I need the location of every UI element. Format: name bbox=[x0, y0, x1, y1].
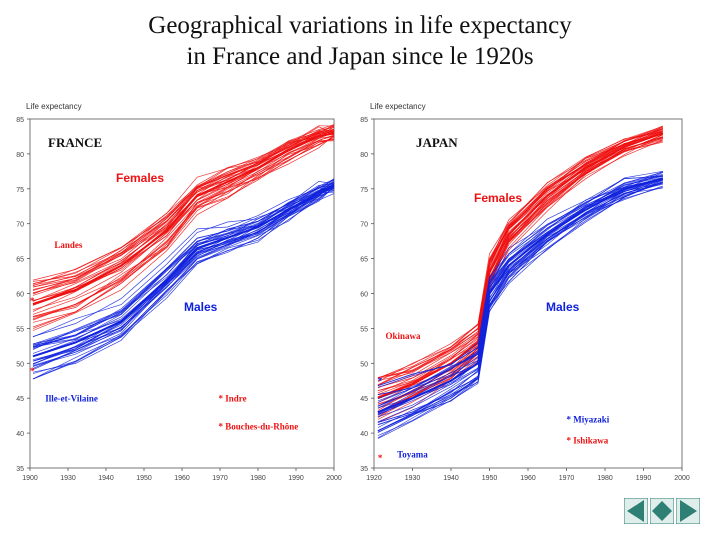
y-tick-label: 45 bbox=[16, 396, 24, 404]
regional-line bbox=[378, 139, 663, 417]
next-slide-button[interactable] bbox=[676, 498, 700, 524]
regional-line bbox=[378, 131, 663, 379]
japan-chart-panel bbox=[356, 92, 690, 490]
previous-slide-button[interactable] bbox=[624, 498, 648, 524]
x-tick-label: 1980 bbox=[597, 475, 613, 482]
annotation-label: * bbox=[30, 365, 35, 376]
x-tick-label: 1920 bbox=[366, 475, 382, 482]
series-label-males: Males bbox=[184, 300, 218, 314]
y-tick-label: 50 bbox=[360, 361, 368, 369]
y-tick-label: 55 bbox=[16, 326, 24, 334]
x-tick-label: 1950 bbox=[481, 475, 498, 482]
x-tick-label: 1900 bbox=[22, 475, 38, 482]
regional-line bbox=[33, 135, 334, 302]
regional-line bbox=[378, 187, 663, 435]
x-tick-label: 1970 bbox=[558, 475, 575, 482]
regional-line bbox=[378, 173, 663, 406]
regional-line bbox=[378, 182, 663, 438]
y-tick-label: 80 bbox=[360, 151, 368, 159]
regional-line bbox=[378, 137, 663, 413]
y-tick-label: 85 bbox=[360, 117, 368, 124]
x-tick-label: 1970 bbox=[212, 475, 228, 482]
x-tick-label: 1940 bbox=[443, 475, 459, 482]
series-label-females: Females bbox=[116, 171, 165, 185]
annotation-label: * bbox=[30, 295, 35, 306]
regional-line bbox=[378, 176, 663, 388]
annotation-label: Landes bbox=[54, 240, 83, 251]
regional-line bbox=[378, 137, 663, 410]
y-tick-label: 40 bbox=[16, 431, 24, 439]
x-tick-label: 1940 bbox=[98, 475, 114, 482]
regional-line bbox=[378, 132, 663, 377]
y-tick-label: 35 bbox=[360, 466, 368, 473]
y-tick-label: 70 bbox=[360, 221, 368, 229]
regional-line bbox=[378, 129, 663, 388]
home-slide-button[interactable] bbox=[650, 498, 674, 524]
x-tick-label: 1980 bbox=[250, 475, 266, 482]
x-tick-label: 1930 bbox=[404, 475, 421, 482]
regional-line bbox=[33, 140, 334, 319]
y-axis-label: Life expectancy bbox=[26, 102, 82, 111]
home-slide-icon bbox=[650, 498, 674, 524]
chart-title: JAPAN bbox=[416, 135, 458, 150]
x-tick-label: 1990 bbox=[288, 475, 304, 482]
series-band-females bbox=[378, 126, 663, 422]
annotation-label: * Indre bbox=[218, 393, 247, 404]
y-tick-label: 60 bbox=[16, 291, 24, 299]
y-tick-label: 65 bbox=[16, 256, 24, 264]
y-tick-label: 85 bbox=[16, 117, 24, 124]
y-tick-label: 65 bbox=[360, 256, 368, 264]
france-life-expectancy-chart bbox=[8, 92, 346, 490]
y-tick-label: 80 bbox=[16, 151, 24, 159]
annotation-label: * bbox=[377, 453, 383, 464]
y-axis-label: Life expectancy bbox=[370, 102, 426, 111]
y-tick-label: 50 bbox=[16, 361, 24, 369]
regional-line bbox=[378, 177, 663, 386]
y-tick-label: 35 bbox=[16, 466, 24, 473]
x-tick-label: 1950 bbox=[136, 475, 152, 482]
y-tick-label: 75 bbox=[16, 186, 24, 194]
slide-title-line-1: Geographical variations in life expectancy bbox=[148, 12, 572, 39]
y-tick-label: 55 bbox=[360, 326, 368, 334]
chart-title: FRANCE bbox=[48, 135, 103, 150]
y-tick-label: 75 bbox=[360, 186, 368, 194]
france-chart-panel bbox=[8, 92, 346, 490]
x-tick-label: 2000 bbox=[326, 475, 342, 482]
annotation-label: * Bouches-du-Rhône bbox=[218, 421, 299, 432]
annotation-label: Ille-et-Vilaine bbox=[45, 393, 98, 404]
plot-frame bbox=[30, 119, 334, 468]
slide-title-line-2: in France and Japan since le 1920s bbox=[186, 43, 534, 70]
x-tick-label: 1990 bbox=[635, 475, 652, 482]
regional-line bbox=[378, 174, 663, 406]
regional-line bbox=[378, 141, 663, 413]
x-tick-label: 2000 bbox=[674, 475, 690, 482]
annotation-label: Toyama bbox=[397, 449, 428, 460]
regional-line bbox=[33, 139, 334, 327]
previous-slide-icon bbox=[624, 498, 648, 524]
annotation-label: Okinawa bbox=[385, 330, 421, 341]
series-label-females: Females bbox=[474, 191, 523, 205]
x-tick-label: 1960 bbox=[174, 475, 190, 482]
japan-life-expectancy-chart bbox=[356, 92, 690, 490]
y-tick-label: 70 bbox=[16, 221, 24, 229]
x-tick-label: 1960 bbox=[520, 475, 536, 482]
annotation-label: * bbox=[377, 376, 383, 387]
y-tick-label: 40 bbox=[360, 431, 368, 439]
next-slide-icon bbox=[676, 498, 700, 524]
slide-title bbox=[0, 10, 720, 72]
annotation-label: * Ishikawa bbox=[566, 435, 609, 446]
x-tick-label: 1930 bbox=[60, 475, 76, 482]
regional-line bbox=[378, 172, 663, 399]
annotation-label: * Miyazaki bbox=[566, 414, 610, 425]
series-label-males: Males bbox=[546, 300, 580, 314]
y-tick-label: 60 bbox=[360, 291, 368, 299]
y-tick-label: 45 bbox=[360, 396, 368, 404]
